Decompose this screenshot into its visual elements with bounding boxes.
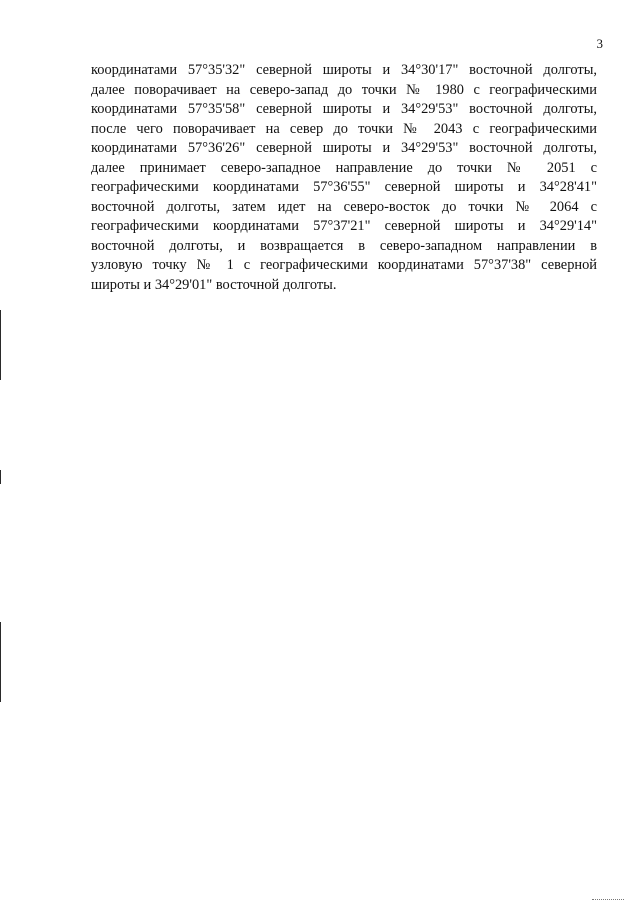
- paragraph-line-last: широты и 34°29'01" восточной долготы.: [91, 276, 337, 293]
- paragraph-line: координатами 57°36'26" северной широты и 34°29'53" восточной долготы,: [91, 140, 597, 156]
- paragraph-line: восточной долготы, затем идет на северо-восток до точки № 2064 с: [91, 198, 597, 215]
- body-paragraph: [91, 61, 597, 295]
- paragraph-line: восточной долготы, и возвращается в северо-западном направлении в: [91, 237, 597, 254]
- scan-bottom-mark: [592, 899, 624, 900]
- paragraph-line: далее принимает северо-западное направление до точки № 2051 с: [91, 159, 597, 176]
- paragraph-line: координатами 57°35'58" северной широты и 34°29'53" восточной долготы,: [91, 101, 597, 117]
- paragraph-line: координатами 57°35'32" северной широты и 34°30'17" восточной долготы,: [91, 62, 597, 78]
- paragraph-line: географическими координатами 57°36'55" северной широты и 34°28'41": [91, 179, 597, 195]
- paragraph-line: далее поворачивает на северо-запад до точки № 1980 с географическими: [91, 81, 597, 98]
- page-number: 3: [596, 36, 603, 51]
- paragraph-line: географическими координатами 57°37'21" северной широты и 34°29'14": [91, 218, 597, 234]
- paragraph-line: узловую точку № 1 с географическими координатами 57°37'38" северной: [91, 257, 597, 273]
- scan-edge-mark: [0, 622, 1, 702]
- paragraph-line: после чего поворачивает на север до точки № 2043 с географическими: [91, 120, 597, 137]
- scan-edge-mark: [0, 310, 1, 380]
- scan-edge-mark: [0, 470, 1, 484]
